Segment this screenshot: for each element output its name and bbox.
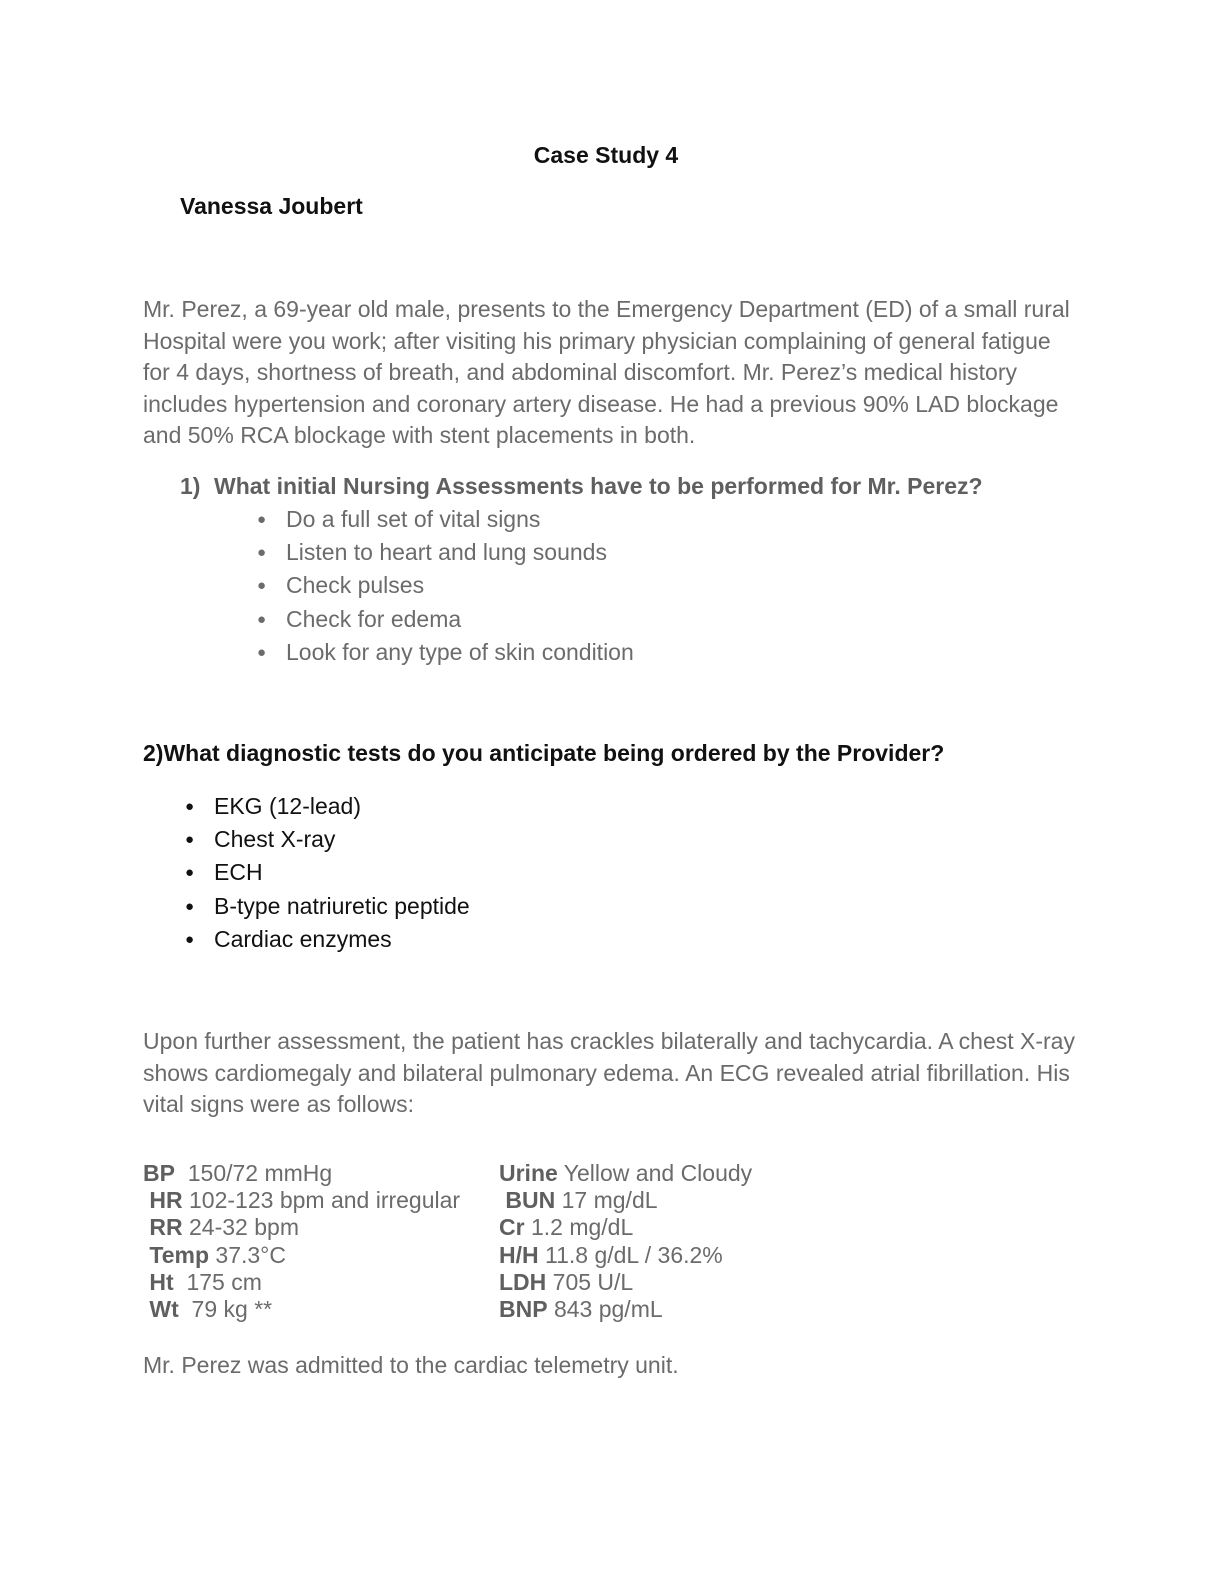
list-item bbox=[257, 536, 634, 569]
answer-text: Cardiac enzymes bbox=[214, 925, 392, 952]
list-item bbox=[185, 823, 470, 856]
question-1-number: 1) bbox=[180, 473, 201, 499]
bullet-icon: ● bbox=[257, 610, 267, 628]
lab-row bbox=[499, 1187, 752, 1214]
author-name: Vanessa Joubert bbox=[180, 193, 363, 219]
bullet-icon: ● bbox=[257, 577, 267, 595]
vital-value: 150/72 mmHg bbox=[174, 1160, 333, 1186]
lab-results-column bbox=[499, 1160, 752, 1323]
lab-row bbox=[499, 1160, 752, 1187]
lab-row bbox=[499, 1296, 752, 1323]
document-title: Case Study 4 bbox=[533, 142, 679, 168]
answer-text: EKG (12-lead) bbox=[214, 793, 362, 819]
answer-text: Look for any type of skin condition bbox=[286, 638, 634, 665]
vital-label: Wt bbox=[149, 1295, 179, 1322]
lab-label: Cr bbox=[499, 1214, 525, 1241]
lab-row bbox=[499, 1269, 752, 1296]
lab-value: 11.8 g/dL / 36.2% bbox=[538, 1241, 723, 1268]
list-item bbox=[257, 603, 634, 636]
vital-row bbox=[143, 1242, 460, 1269]
answer-text: Chest X-ray bbox=[214, 826, 336, 853]
question-2: 2)What diagnostic tests do you anticipate being ordered by the Provider? bbox=[143, 740, 945, 766]
list-item bbox=[257, 569, 634, 602]
vital-label: RR bbox=[149, 1214, 183, 1241]
answer-text: Listen to heart and lung sounds bbox=[286, 539, 607, 566]
lab-value: 17 mg/dL bbox=[555, 1187, 658, 1214]
lab-label: BNP bbox=[499, 1295, 548, 1322]
answer-text: Check pulses bbox=[286, 572, 425, 599]
answer-text: Do a full set of vital signs bbox=[286, 506, 541, 532]
list-item bbox=[185, 856, 470, 889]
bullet-icon: ● bbox=[185, 798, 195, 815]
vital-value: 175 cm bbox=[173, 1268, 262, 1295]
list-item bbox=[257, 503, 634, 536]
question-1-answer-list bbox=[257, 503, 634, 669]
question-1-text: What initial Nursing Assessments have to be performed for Mr. Perez? bbox=[214, 473, 983, 499]
vital-label: Ht bbox=[149, 1268, 174, 1295]
intro-paragraph: Mr. Perez, a 69-year old male, presents to the Emergency Department (ED) of a small rural Hospital were you work; after visiting his primary physician complaining of general fatigue for 4 days, shortness of breath, and abdominal discomfort. Mr. Perez’s medical history includes hypertension and coronary artery disease. He had a previous 90% LAD blockage and 50% RCA blockage with stent placements in both. bbox=[143, 296, 1070, 448]
lab-row bbox=[499, 1214, 752, 1241]
vital-value: 24-32 bpm bbox=[182, 1214, 299, 1241]
lab-label: BUN bbox=[505, 1187, 556, 1214]
answer-text: B-type natriuretic peptide bbox=[214, 892, 470, 919]
vital-row bbox=[143, 1296, 460, 1323]
closing-sentence: Mr. Perez was admitted to the cardiac telemetry unit. bbox=[143, 1352, 679, 1378]
bullet-icon: ● bbox=[185, 831, 195, 849]
lab-row bbox=[499, 1242, 752, 1269]
vital-signs-column bbox=[143, 1160, 460, 1323]
vital-value: 102-123 bpm and irregular bbox=[182, 1187, 461, 1214]
list-item bbox=[185, 923, 470, 956]
question-2-answer-list bbox=[185, 790, 470, 956]
answer-text: ECH bbox=[214, 859, 263, 886]
vital-label: BP bbox=[143, 1160, 175, 1186]
vital-value: 37.3°C bbox=[209, 1241, 286, 1268]
lab-label: H/H bbox=[499, 1241, 539, 1268]
bullet-icon: ● bbox=[257, 643, 267, 661]
list-item bbox=[185, 790, 470, 823]
lab-label: LDH bbox=[499, 1268, 547, 1295]
lab-value: Yellow and Cloudy bbox=[557, 1160, 753, 1186]
vital-row bbox=[143, 1187, 460, 1214]
assessment-paragraph: Upon further assessment, the patient has crackles bilaterally and tachycardia. A chest X-ray shows cardiomegaly and bilateral pulmonary edema. An ECG revealed atrial fibrillation. His vital signs were as follows: bbox=[143, 1028, 1075, 1117]
vital-row bbox=[143, 1214, 460, 1241]
bullet-icon: ● bbox=[185, 897, 195, 915]
vital-value: 79 kg ** bbox=[178, 1295, 273, 1322]
question-1 bbox=[180, 473, 983, 500]
vital-row bbox=[143, 1160, 460, 1187]
lab-label: Urine bbox=[499, 1160, 558, 1186]
lab-value: 1.2 mg/dL bbox=[524, 1214, 634, 1241]
lab-value: 705 U/L bbox=[546, 1268, 634, 1295]
bullet-icon: ● bbox=[257, 511, 267, 528]
bullet-icon: ● bbox=[185, 864, 195, 882]
vital-label: HR bbox=[149, 1187, 183, 1214]
list-item bbox=[185, 890, 470, 923]
vital-row bbox=[143, 1269, 460, 1296]
vital-label: Temp bbox=[149, 1241, 210, 1268]
list-item bbox=[257, 636, 634, 669]
bullet-icon: ● bbox=[185, 930, 195, 948]
bullet-icon: ● bbox=[257, 544, 267, 562]
answer-text: Check for edema bbox=[286, 605, 462, 632]
lab-value: 843 pg/mL bbox=[547, 1295, 663, 1322]
